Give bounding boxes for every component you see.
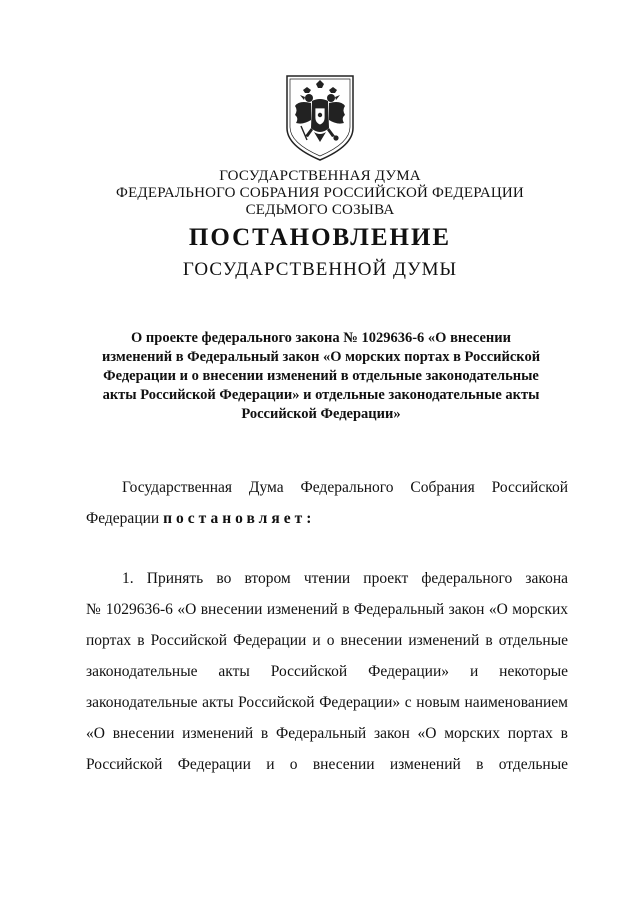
item-line: 1. Принять во втором чтении проект федерального закона [122,570,568,587]
preamble-paragraph [86,472,568,534]
org-name-line2: ФЕДЕРАЛЬНОГО СОБРАНИЯ РОССИЙСКОЙ ФЕДЕРАЦИИ [116,185,524,201]
subject-line: О проекте федерального закона № 1029636-6 «О внесении [131,330,511,346]
preamble-line2-text: Федерации [86,510,164,527]
item-line: портах в Российской Федерации и о внесении изменений в отдельные [86,632,568,649]
document-title: ПОСТАНОВЛЕНИЕ [188,224,452,251]
item-line: № 1029636-6 «О внесении изменений в Федеральный закон «О морских [86,601,568,618]
resolution-subject [100,329,542,424]
item-1-paragraph [86,563,568,780]
item-line: законодательные акты Российской Федерации» и некоторые [86,663,568,680]
decree-verb: постановляет: [163,510,316,527]
item-line: законодательные акты Российской Федерации» с новым наименованием [86,694,568,711]
subject-line: Российской Федерации» [241,406,401,422]
item-line: Российской Федерации и о внесении изменений в отдельные [86,756,568,773]
subject-line: изменений в Федеральный закон «О морских портах в Российской [101,349,541,365]
subject-line: акты Российской Федерации» и отдельные законодательные акты [102,387,540,403]
document-subtitle: ГОСУДАРСТВЕННОЙ ДУМЫ [182,259,458,280]
subject-line: Федерации и о внесении изменений в отдельные законодательные [103,368,539,384]
preamble-line [86,503,568,534]
coat-of-arms-emblem-icon [283,70,357,162]
item-line: «О внесении изменений в Федеральный закон «О морских портах в [86,725,568,742]
preamble-line: Государственная Дума Федерального Собрания Российской [122,479,568,496]
org-name-line1: ГОСУДАРСТВЕННАЯ ДУМА [219,168,421,184]
convocation: СЕДЬМОГО СОЗЫВА [245,202,395,218]
